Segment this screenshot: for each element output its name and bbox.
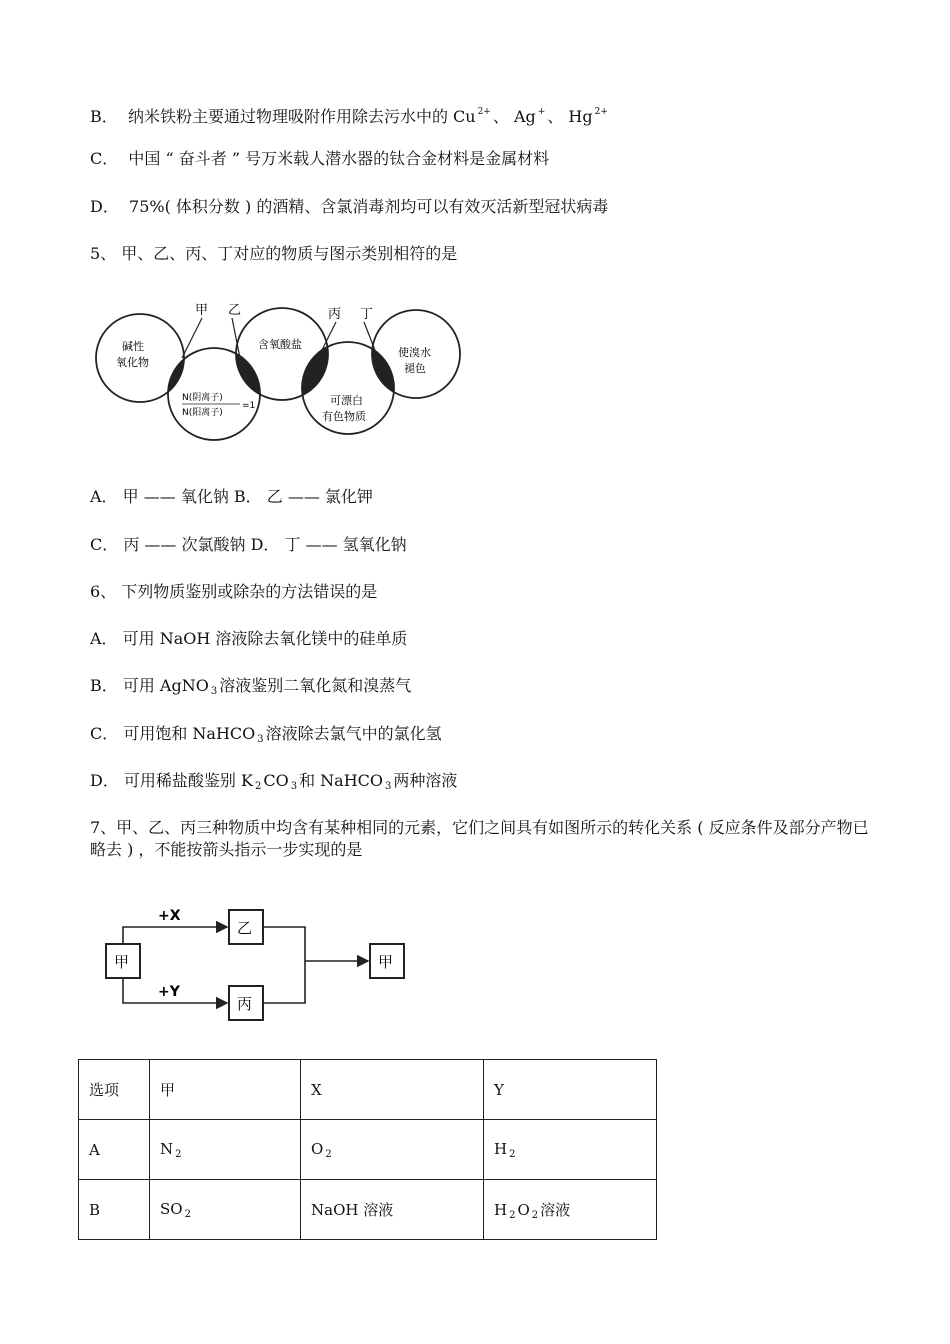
svg-text:+Y: +Y [158, 984, 180, 1000]
q4-option-c: C． 中国 “ 奋斗者 ” 号万米载人潜水器的钛合金材料是金属材料 [90, 149, 550, 168]
label-ding: 丁 [360, 307, 374, 322]
table-row: B SO $_2$ NaOH 溶液 H $_2$ O $_2$ 溶液 [79, 1180, 657, 1240]
circle-oxyacid-salt [236, 308, 328, 400]
q7-options-table [78, 1059, 657, 1240]
svg-text:有色物质: 有色物质 [322, 410, 366, 423]
svg-text:含氧酸盐: 含氧酸盐 [258, 338, 302, 351]
q6-option-d: D． 可用稀盐酸鉴别 K $_2$ CO $_3$ 和 NaHCO $_3$ 两种溶液 [90, 771, 458, 792]
q6-option-b: B． 可用 AgNO $_3$ 溶液鉴别二氧化氮和溴蒸气 [90, 676, 412, 697]
q5-stem: 5、 甲、乙、丙、丁对应的物质与图示类别相符的是 [90, 244, 458, 263]
svg-text:乙: 乙 [237, 919, 253, 937]
q5-options-cd: C． 丙 —— 次氯酸钠 D． 丁 —— 氢氧化钠 [90, 535, 407, 554]
svg-text:甲: 甲 [114, 953, 130, 971]
label-bing: 丙 [328, 307, 342, 322]
label-yi: 乙 [228, 303, 242, 318]
q6-option-c: C． 可用饱和 NaHCO $_3$ 溶液除去氯气中的氯化氢 [90, 724, 442, 745]
q5-options-ab: A． 甲 —— 氧化钠 B． 乙 —— 氯化钾 [90, 487, 373, 506]
q6-option-a: A． 可用 NaOH 溶液除去氧化镁中的硅单质 [90, 629, 408, 648]
svg-text:N(阳离子): N(阳离子) [182, 408, 223, 418]
label-jia: 甲 [195, 303, 209, 318]
q7-conversion-diagram [100, 900, 420, 1025]
q4-option-d: D． 75%( 体积分数 ) 的酒精、含氯消毒剂均可以有效灭活新型冠状病毒 [90, 197, 609, 216]
svg-text:+X: +X [158, 908, 181, 924]
q7-stem: 7、甲、乙、丙三种物质中均含有某种相同的元素，它们之间具有如图所示的转化关系 ( 反应条件及部分产物已略去 ) ，不能按箭头指示一步实现的是 [90, 818, 869, 859]
table-row: A N $_2$ O $_2$ H $_2$ [79, 1120, 657, 1180]
svg-text:氧化物: 氧化物 [116, 356, 149, 369]
svg-text:可漂白: 可漂白 [330, 394, 363, 407]
svg-text:甲: 甲 [378, 953, 394, 971]
q4-option-b: B． 纳米铁粉主要通过物理吸附作用除去污水中的 Cu $^{2+}$ 、 Ag + 、 Hg $^{2+}$ [90, 107, 608, 126]
svg-text:褪色: 褪色 [404, 362, 426, 375]
svg-text:=1: =1 [242, 401, 256, 411]
svg-text:N(阴离子): N(阴离子) [182, 393, 223, 403]
q5-venn-diagram [90, 296, 480, 446]
svg-text:碱性: 碱性 [122, 340, 144, 353]
svg-text:使溴水: 使溴水 [398, 346, 431, 359]
svg-text:丙: 丙 [237, 995, 253, 1013]
q6-stem: 6、 下列物质鉴别或除杂的方法错误的是 [90, 582, 378, 601]
table-header-row: 选项 甲 X Y [79, 1060, 657, 1120]
